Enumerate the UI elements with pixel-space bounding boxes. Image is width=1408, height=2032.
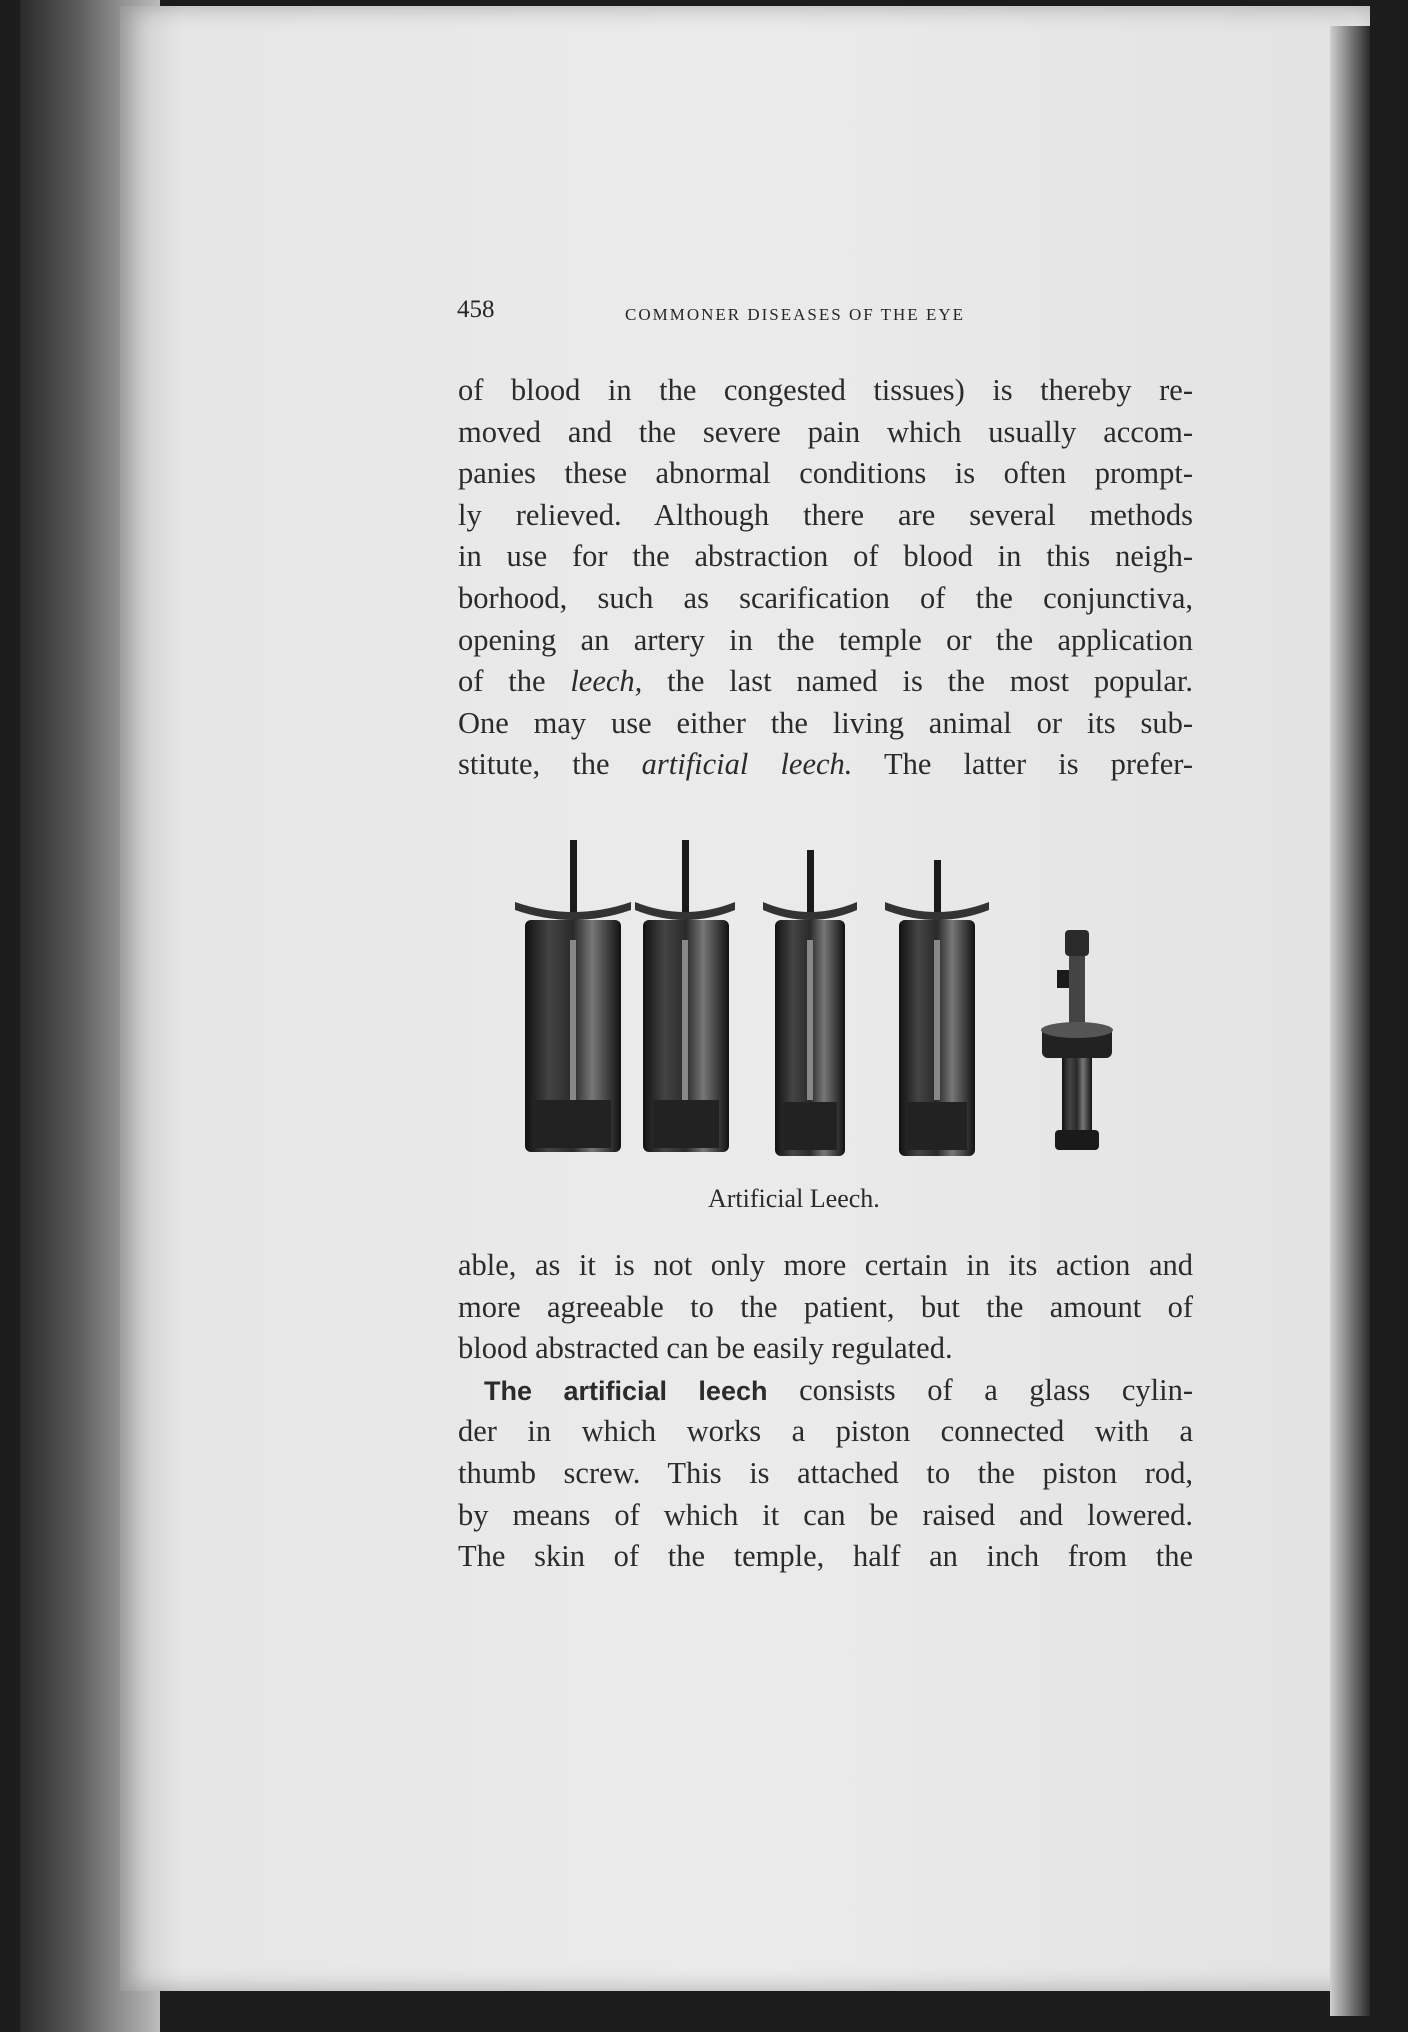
page-right-edge [1330,26,1370,2016]
text-line: by means of which it can be raised and lowered. [458,1497,1193,1532]
text-line: blood abstracted can be easily regulated. [458,1331,953,1366]
page-header [457,296,1182,336]
text-line: panies these abnormal conditions is often prompt- [458,456,1193,491]
artificial-leech-illustration [515,830,1135,1160]
cylinder-4 [885,860,989,1156]
paragraph-bottom [458,1245,1193,1578]
text-line: thumb screw. This is attached to the piston rod, [458,1455,1193,1490]
italic-leech: leech, [570,664,643,699]
page-number: 458 [457,296,495,323]
cylinder-3 [763,850,857,1156]
text-line: moved and the severe pain which usually accom- [458,414,1193,449]
text-line: more agreeable to the patient, but the amount of [458,1289,1193,1324]
figure-caption: Artificial Leech. [708,1184,880,1213]
text-line: One may use either the living animal or its sub- [458,705,1193,740]
text-line: able, as it is not only more certain in its action and [458,1248,1193,1282]
scarifier-device [1041,930,1113,1150]
text-line: der in which works a piston connected with a [458,1414,1193,1449]
text-line: opening an artery in the temple or the application [458,622,1193,657]
text-line: borhood, such as scarification of the conjunctiva, [458,580,1193,615]
cylinder-1 [515,840,631,1152]
text-line-rest: consists of a glass cylin- [799,1372,1194,1407]
italic-artificial-leech: artificial leech. [641,747,853,782]
text-line: of blood in the congested tissues) is thereby re- [458,373,1193,407]
paragraph-top [458,370,1193,786]
text-line: The skin of the temple, half an inch from the [458,1539,1193,1574]
text-line: in use for the abstraction of blood in this neigh- [458,539,1193,574]
text-line-italic-artificial-leech: stitute, the artificial leech. The latter is prefer- [458,747,1193,782]
running-head: COMMONER DISEASES OF THE EYE [625,305,965,324]
bold-run-in-heading: The artificial leech [484,1375,768,1406]
text-line-italic-leech: of the leech, the last named is the most popular. [458,664,1194,699]
text-line-bold-lead [458,1370,1193,1412]
text-line: ly relieved. Although there are several methods [458,497,1193,532]
cylinder-2 [635,840,735,1152]
